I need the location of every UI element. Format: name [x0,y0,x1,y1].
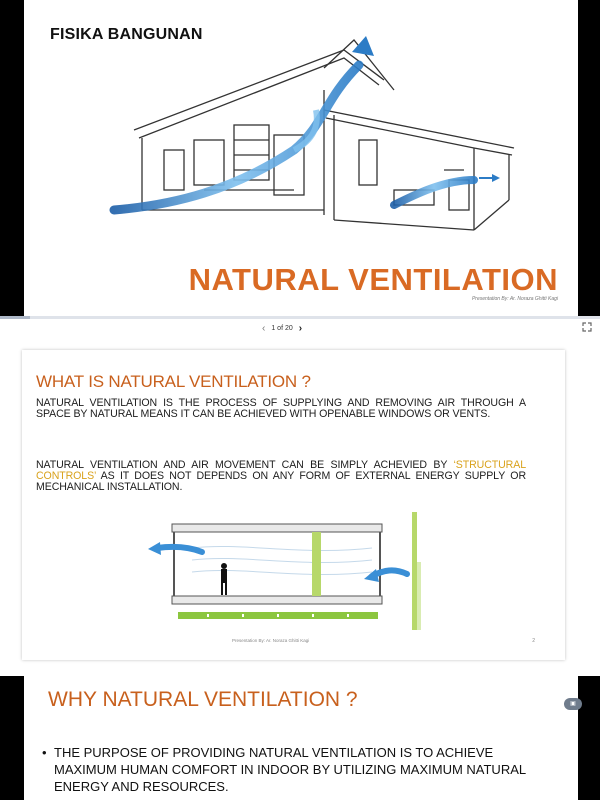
slide-3 [0,676,600,800]
slide-2-page-number: 2 [532,638,535,644]
ventilation-section-diagram [132,512,422,632]
structural-controls-paragraph [36,460,526,493]
para2-end: AS IT DOES NOT DEPENDS ON ANY FORM OF EXTERNAL ENERGY SUPPLY OR MECHANICAL INSTALLATION. [36,470,526,493]
bullet-dot: • [42,745,47,760]
slide-1-sheet [24,0,578,316]
slide-1-credit: Presentation By: Ar. Noraza Ghitti Kagi [471,296,558,302]
slide-3-sheet [24,676,578,800]
house-ventilation-illustration [94,30,534,240]
slide-1-title: NATURAL VENTILATION [188,262,558,297]
chevron-right-icon[interactable]: › [298,322,303,334]
slide-3-title: WHY NATURAL VENTILATION ? [48,688,358,711]
page-indicator: 1 of 20 [271,324,293,332]
expand-icon[interactable] [582,322,592,332]
progress-track [0,316,600,319]
pager [262,321,302,335]
slide-2-footer: Presentation By: Ar. Noraza Ghitti Kagi [232,638,310,643]
progress-fill [0,316,30,319]
definition-paragraph: NATURAL VENTILATION IS THE PROCESS OF SUPPLYING AND REMOVING AIR THROUGH A SPACE BY NATURAL MEANS IT CAN BE ACHIEVED WITH OPENABLE WINDOWS OR VENTS. [36,397,526,420]
viewer-toolbar [0,316,600,340]
purpose-bullet-text: THE PURPOSE OF PROVIDING NATURAL VENTILATION IS TO ACHIEVE MAXIMUM HUMAN COMFORT IN INDOOR BY UTILIZING MAXIMUM NATURAL ENERGY AND RESOURCES. [54,745,526,794]
course-label: FISIKA BANGUNAN [50,26,203,43]
para2-start: NATURAL VENTILATION AND AIR MOVEMENT CAN BE SIMPLY ACHEVIED BY [36,459,454,471]
slide-2 [22,350,565,660]
slide-2-title: WHAT IS NATURAL VENTILATION ? [36,372,311,391]
structural-controls-highlight: ‘STRUCTURAL CONTROLS’ [36,459,526,482]
purpose-bullet [42,744,554,795]
slides-badge-icon[interactable]: ▣ [564,698,582,710]
slide-1 [0,0,600,316]
chevron-left-icon[interactable]: ‹ [262,322,266,334]
